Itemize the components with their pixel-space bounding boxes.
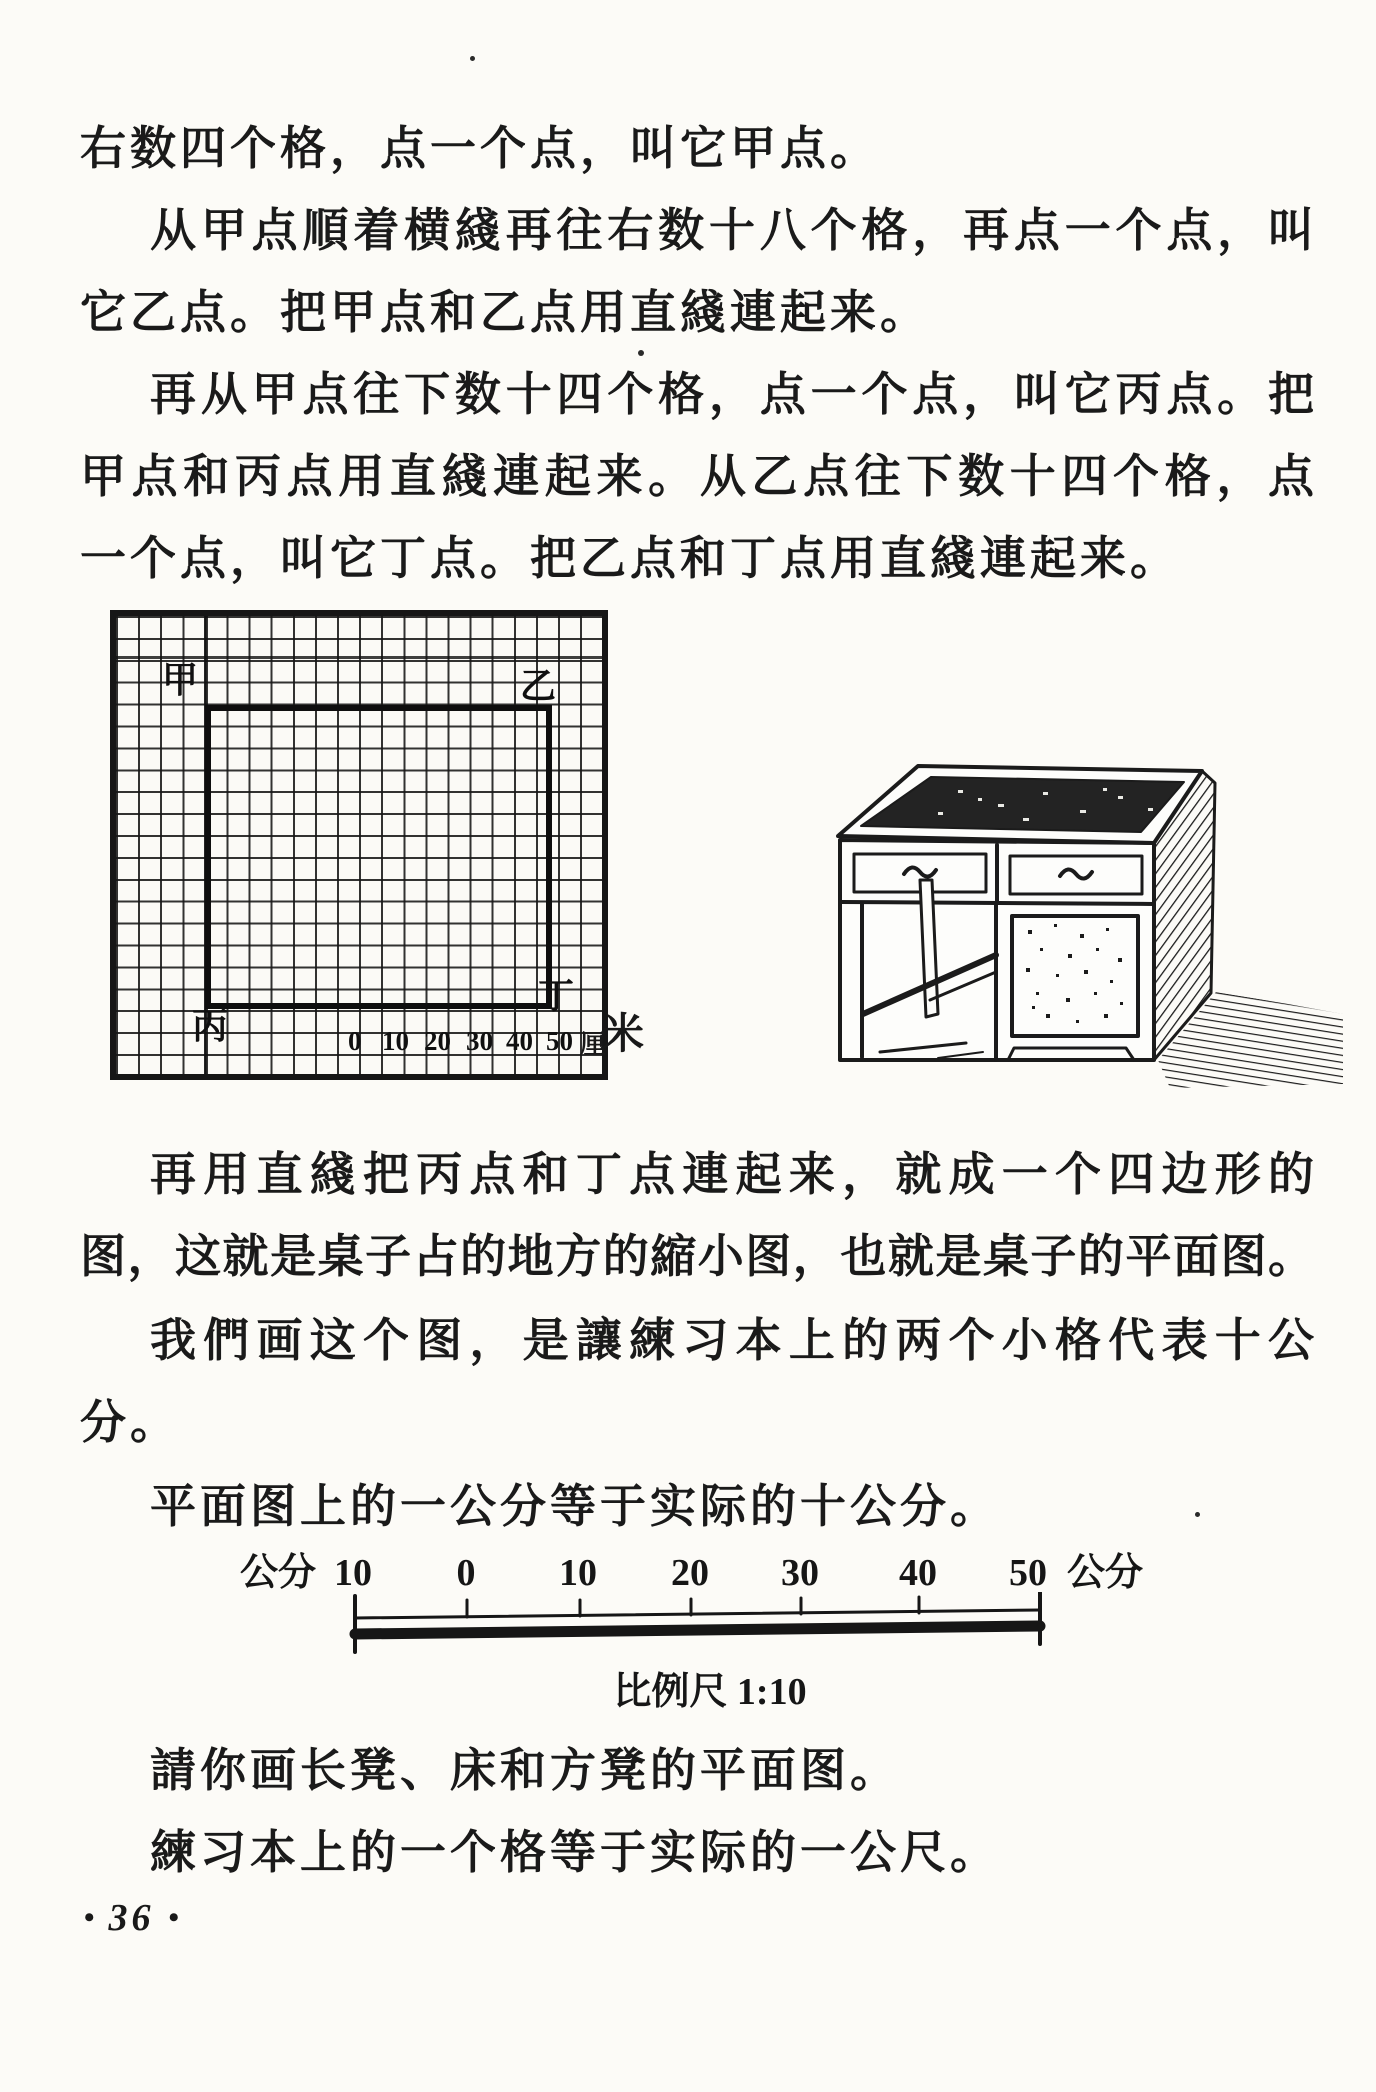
- ruler-unit-left: 公分: [239, 1552, 317, 1594]
- grid-scale-unit: 米: [602, 1012, 645, 1058]
- text-line: 再用直綫把丙点和丁点連起来，就成一个四边形的: [150, 1149, 1314, 1200]
- text-line: 它乙点。把甲点和乙点用直綫連起来。: [80, 287, 930, 338]
- ruler-tick-label: 0: [456, 1552, 476, 1594]
- grid-heavy-line: [116, 656, 602, 659]
- text-line: 从甲点順着横綫再往右数十八个格，再点一个点，叫: [150, 205, 1314, 256]
- text-line: 右数四个格，点一个点，叫它甲点。: [80, 123, 880, 174]
- text-line: 我們画这个图，是讓練习本上的两个小格代表十公: [150, 1315, 1314, 1366]
- grid-scale-number: 0: [348, 1026, 362, 1056]
- point-label-ding: 丁: [538, 976, 575, 1016]
- ruler-tick-label: 20: [671, 1552, 709, 1594]
- point-label-bing: 丙: [192, 1006, 229, 1046]
- text-line: 分。: [80, 1397, 180, 1448]
- text-line: 一个点，叫它丁点。把乙点和丁点用直綫連起来。: [80, 533, 1180, 584]
- page-number-value: 36: [108, 1897, 155, 1939]
- ruler-tick-label: 50: [1009, 1552, 1047, 1594]
- ruler-unit-right: 公分: [1066, 1552, 1144, 1594]
- desk-illustration: [818, 752, 1348, 1092]
- page-number-dot: •: [84, 1901, 95, 1934]
- text-line: 請你画长凳、床和方凳的平面图。: [150, 1745, 900, 1796]
- ruler-tick-label: 30: [781, 1552, 819, 1594]
- text-line: 平面图上的一公分等于实际的十公分。: [150, 1481, 1000, 1532]
- grid-scale-number: 30: [466, 1026, 493, 1056]
- grid-scale-number: 20: [424, 1026, 451, 1056]
- page-number-dot: •: [168, 1901, 180, 1934]
- page-number: [84, 1896, 179, 1940]
- ruler-tick-label: 40: [899, 1552, 937, 1594]
- plan-rectangle: [205, 705, 552, 1009]
- grid-plan-figure: [110, 610, 645, 1080]
- ruler-caption: 比例尺 1:10: [613, 1671, 807, 1713]
- ink-speck: [638, 350, 644, 356]
- grid-scale-number: 40: [506, 1026, 533, 1056]
- ink-speck: [470, 56, 475, 61]
- ruler-tick-label: 10: [334, 1552, 372, 1594]
- ink-speck: [1195, 1512, 1200, 1517]
- point-label-jia: 甲: [162, 660, 199, 700]
- text-line: 練习本上的一个格等于实际的一公尺。: [150, 1827, 1000, 1878]
- point-label-yi: 乙: [520, 666, 557, 706]
- text-line: 再从甲点往下数十四个格，点一个点，叫它丙点。把: [150, 369, 1314, 420]
- grid-scale-number: 10: [382, 1026, 409, 1056]
- text-line: 甲点和丙点用直綫連起来。从乙点往下数十四个格，点: [80, 451, 1314, 502]
- ruler-tick-label: 10: [559, 1552, 597, 1594]
- text-line: 图，这就是桌子占的地方的縮小图，也就是桌子的平面图。: [80, 1231, 1314, 1282]
- grid-scale-unit: 厘: [580, 1030, 607, 1059]
- grid-scale-number: 50: [546, 1026, 573, 1056]
